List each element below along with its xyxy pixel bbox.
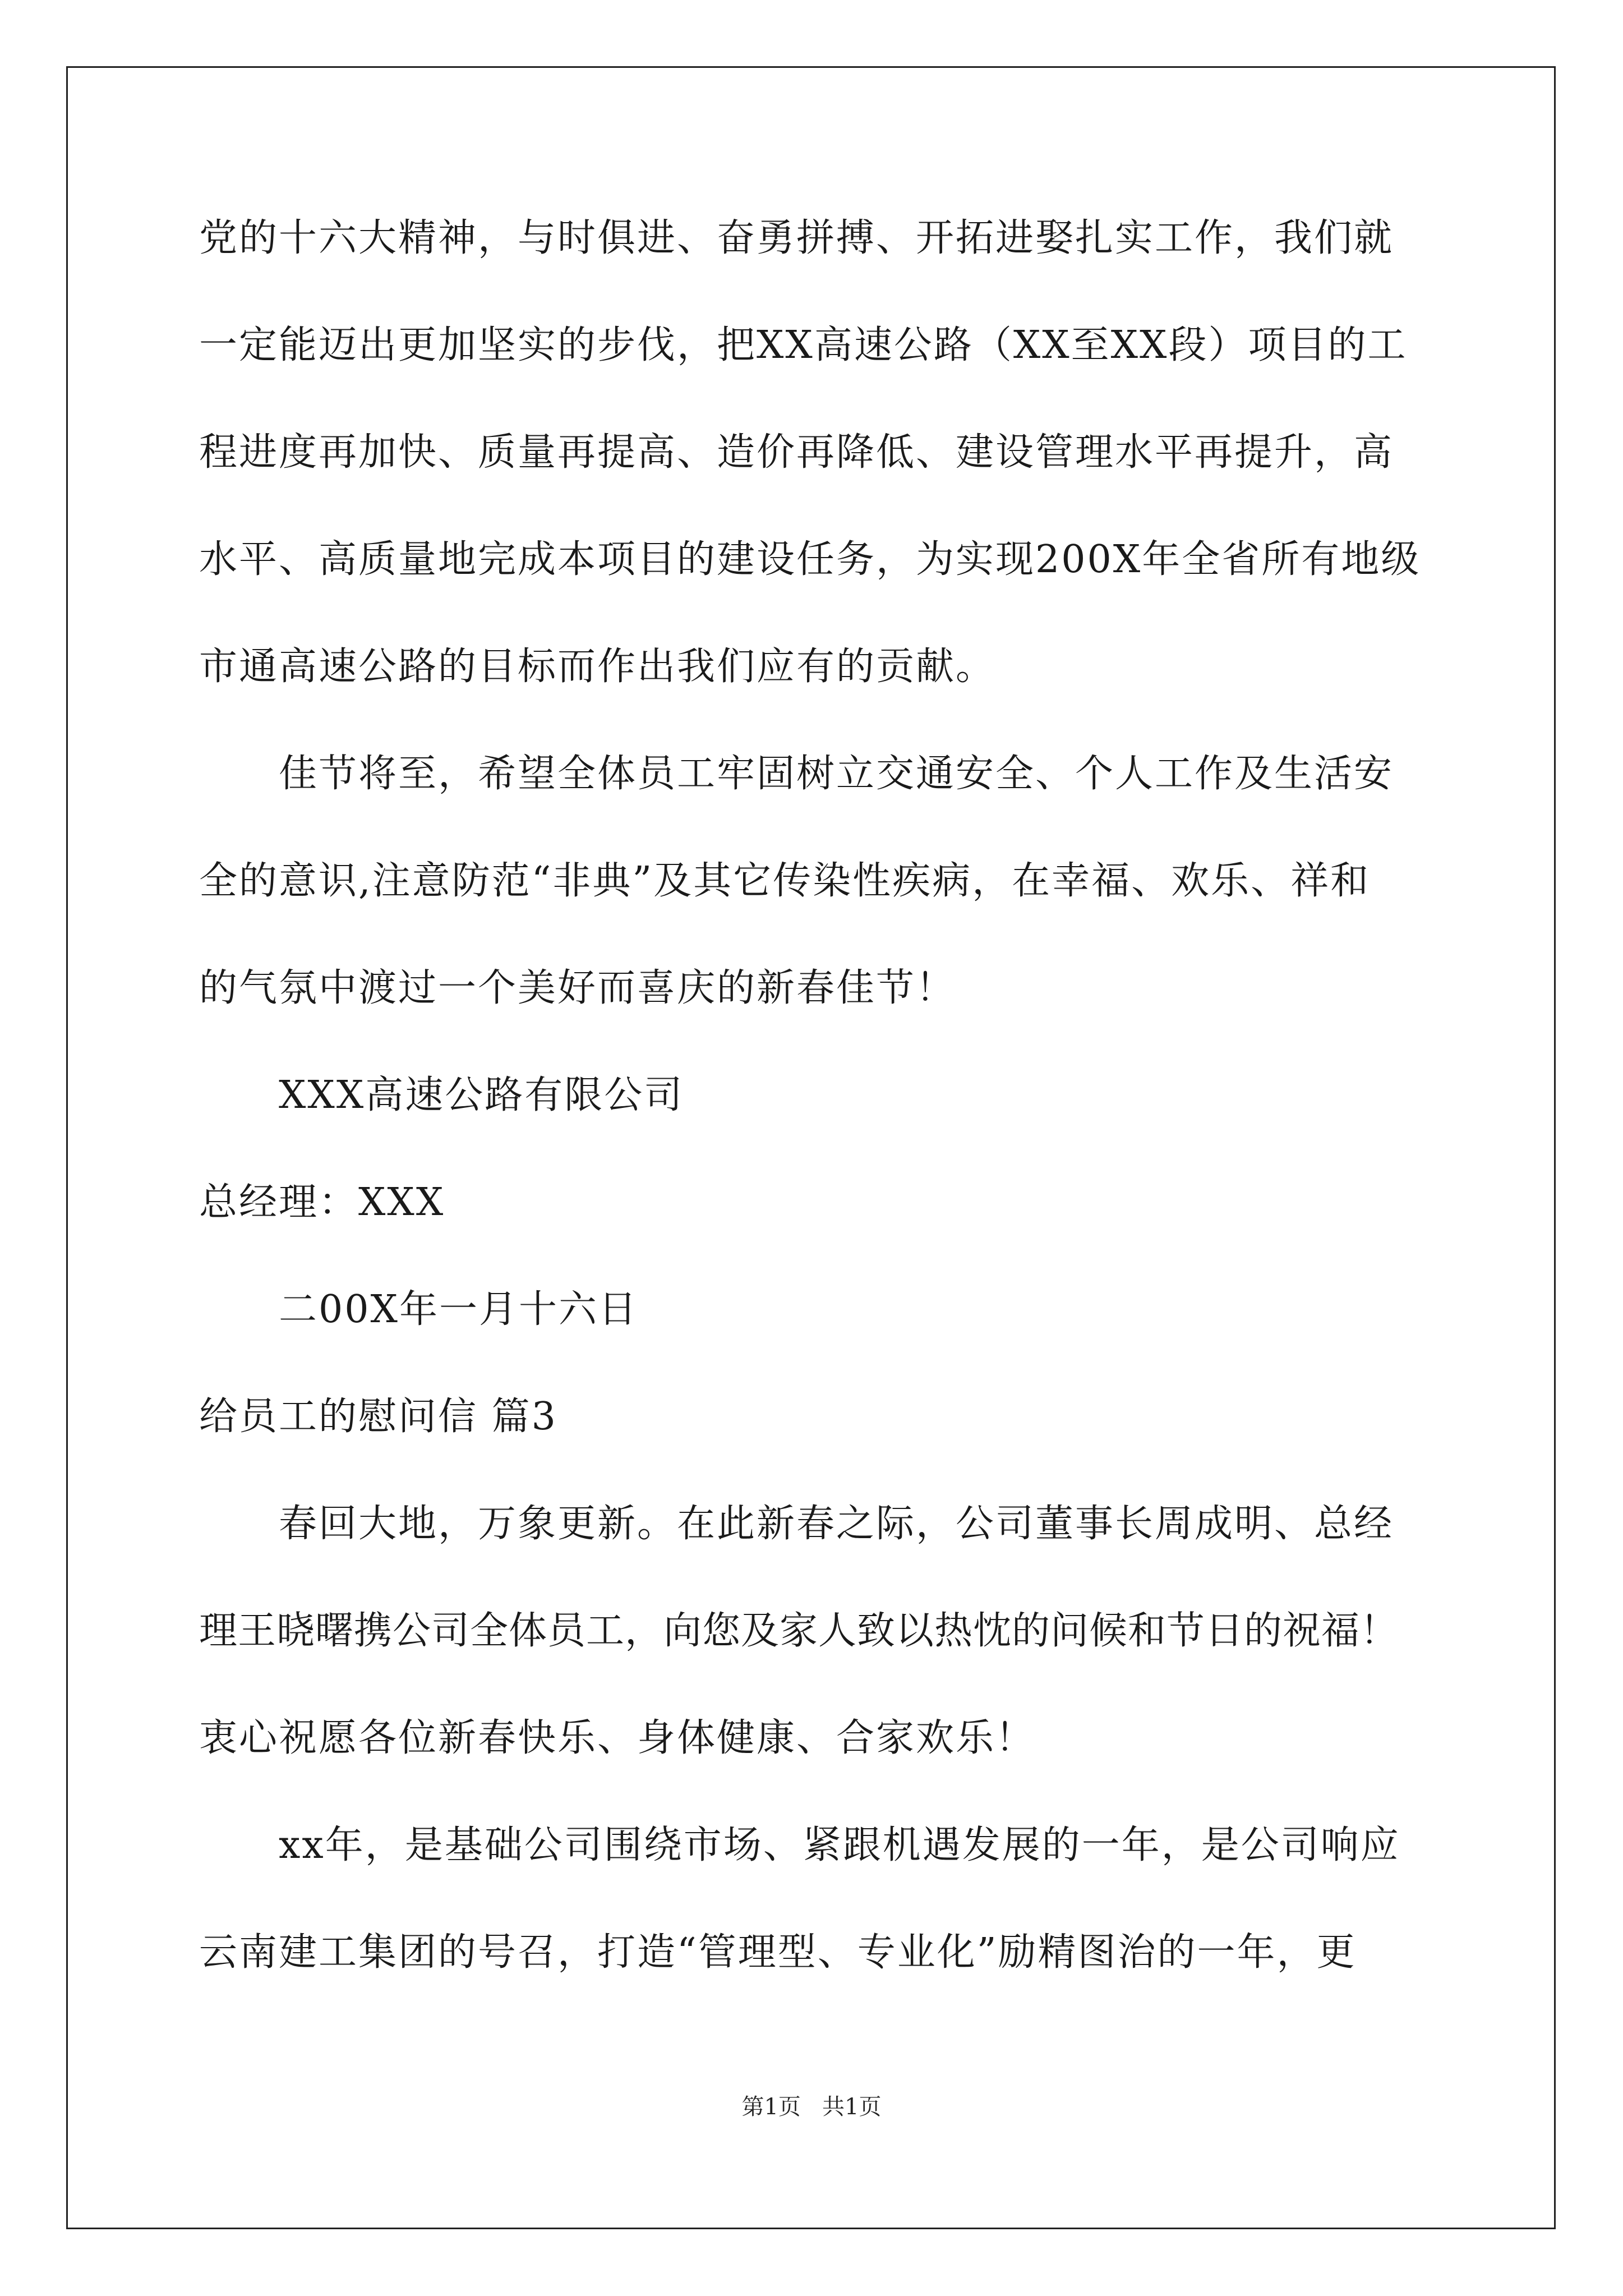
text-line: 程进度再加快、质量再提高、造价再降低、建设管理水平再提升，高 [199, 430, 1394, 475]
text-line: 全的意识,注意防范“非典”及其它传染性疾病，在幸福、欢乐、祥和 [199, 859, 1371, 903]
text-line: 的气氛中渡过一个美好而喜庆的新春佳节！ [199, 966, 956, 1010]
section-heading: 给员工的慰问信 篇3 [199, 1395, 557, 1439]
text-line: 市通高速公路的目标而作出我们应有的贡献。 [199, 645, 996, 689]
text-line: 衷心祝愿各位新春快乐、身体健康、合家欢乐！ [199, 1716, 1036, 1760]
paragraph-start: 佳节将至，希望全体员工牢固树立交通安全、个人工作及生活安 [279, 752, 1394, 796]
text-line: 云南建工集团的号召，打造“管理型、专业化”励精图治的一年，更 [199, 1930, 1357, 1975]
company-signature: XXX高速公路有限公司 [279, 1073, 684, 1117]
text-line: 理王晓曙携公司全体员工，向您及家人致以热忱的问候和节日的祝福！ [199, 1609, 1399, 1653]
text-line: 一定能迈出更加坚实的步伐，把XX高速公路（XX至XX段）项目的工 [199, 323, 1408, 367]
text-line: 党的十六大精神，与时俱进、奋勇拼搏、开拓进娶扎实工作，我们就 [199, 216, 1394, 260]
paragraph-start: 春回大地，万象更新。在此新春之际，公司董事长周成明、总经 [279, 1502, 1394, 1546]
page-border [66, 66, 1556, 2229]
text-line: 水平、高质量地完成本项目的建设任务，为实现200X年全省所有地级 [199, 537, 1421, 582]
letter-date: 二00X年一月十六日 [279, 1287, 638, 1332]
manager-signature: 总经理：XXX [199, 1180, 445, 1225]
page-number: 第1页 共1页 [741, 2094, 882, 2120]
paragraph-start: xx年，是基础公司围绕市场、紧跟机遇发展的一年，是公司响应 [279, 1823, 1400, 1867]
